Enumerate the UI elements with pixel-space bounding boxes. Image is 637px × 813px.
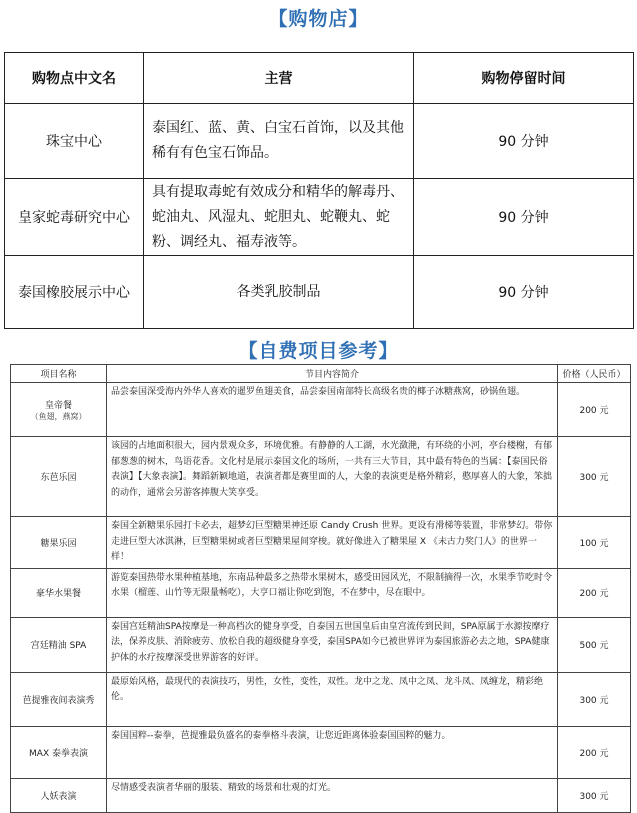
fee-name: 豪华水果餐 bbox=[11, 568, 107, 617]
fee-name: 皇帝餐 bbox=[44, 400, 72, 411]
fee-header-row bbox=[11, 365, 631, 383]
fee-price: 500 元 bbox=[558, 617, 631, 672]
fee-name-cell bbox=[11, 383, 107, 437]
shop-main: 具有提取毒蛇有效成分和精华的解毒丹、蛇油丸、风湿丸、蛇胆丸、蛇鞭丸、蛇粉、调经丸、福寿液等。 bbox=[144, 179, 414, 256]
table-row bbox=[11, 672, 631, 726]
fee-name: 糖果乐园 bbox=[11, 517, 107, 569]
shop-main: 各类乳胶制品 bbox=[144, 256, 414, 329]
table-row bbox=[5, 179, 634, 256]
shop-time: 90 分钟 bbox=[414, 256, 634, 329]
fee-price: 200 元 bbox=[558, 726, 631, 778]
fee-name: 人妖表演 bbox=[11, 778, 107, 812]
fee-price: 300 元 bbox=[558, 778, 631, 812]
fee-desc: 品尝泰国深受海内外华人喜欢的暹罗鱼翅美食，品尝泰国南部特长高级名贵的椰子冰糖燕窝，砂锅鱼翅。 bbox=[107, 383, 558, 437]
table-row bbox=[11, 726, 631, 778]
table-row bbox=[5, 104, 634, 179]
table-row bbox=[11, 517, 631, 569]
fee-name: 芭提雅夜间表演秀 bbox=[11, 672, 107, 726]
shop-name: 皇家蛇毒研究中心 bbox=[5, 179, 144, 256]
fee-desc: 游览泰国热带水果种植基地，东南品种最多之热带水果树木，感受田园风光，不限制摘得一次，水果季节吃时令水果（榴莲、山竹等无限量畅吃），大亨口福让你吃到饱，不在梦中，尽在眼中。 bbox=[107, 568, 558, 617]
shop-section-title: 【购物店】 bbox=[268, 8, 369, 30]
shop-header-name: 购物点中文名 bbox=[5, 53, 144, 104]
table-row bbox=[5, 256, 634, 329]
shop-time: 90 分钟 bbox=[414, 179, 634, 256]
fee-price: 200 元 bbox=[558, 383, 631, 437]
fee-table bbox=[10, 364, 631, 813]
fee-price: 300 元 bbox=[558, 437, 631, 517]
shop-name: 珠宝中心 bbox=[5, 104, 144, 179]
fee-desc: 最原始风格，最现代的表演技巧，男性，女性，变性，双性。龙中之龙、凤中之凤、龙斗凤、凤缠龙，精彩绝伦。 bbox=[107, 672, 558, 726]
shop-main: 泰国红、蓝、黄、白宝石首饰，以及其他稀有有色宝石饰品。 bbox=[144, 104, 414, 179]
shop-header-row bbox=[5, 53, 634, 104]
table-row bbox=[11, 437, 631, 517]
fee-price: 300 元 bbox=[558, 672, 631, 726]
fee-desc: 泰国全新糖果乐园打卡必去，超梦幻巨型糖果神还原 Candy Crush 世界。更设有滑梯等装置，非常梦幻。带你走进巨型大冰淇淋，巨型糖果树或者巨型糖果屋间穿梭。就好像进入了糖果屋 X 《未古力奖门人》的世界一样！ bbox=[107, 517, 558, 569]
shop-name: 泰国橡胶展示中心 bbox=[5, 256, 144, 329]
fee-name-sub: （鱼翅，燕窝） bbox=[30, 411, 87, 421]
fee-header-desc: 节目内容简介 bbox=[107, 365, 558, 383]
shop-header-time: 购物停留时间 bbox=[414, 53, 634, 104]
fee-header-name: 项目名称 bbox=[11, 365, 107, 383]
table-row bbox=[11, 568, 631, 617]
fee-desc: 该园的占地面积很大，园内景观众多，环境优雅。有静静的人工湖，水光潋滟，有环绕的小河，亭台楼榭，有郁郁葱葱的树木，鸟语花香。文化村是展示泰国文化的场所，一共有三大节目，其中最有特色的当属：【泰国民俗表演】【大象表演】。舞蹈新颖地道，表演者都是赛里面的人，大象的表演更是格外精彩，憨厚喜人的大象，笨拙的动作，通常会另游客捧腹大笑享受。 bbox=[107, 437, 558, 517]
fee-desc: 尽情感受表演者华丽的服装、精致的场景和壮观的灯光。 bbox=[107, 778, 558, 812]
table-row bbox=[11, 617, 631, 672]
fee-desc: 泰国国粹--泰拳，芭提雅最负盛名的泰拳格斗表演，让您近距离体验泰国国粹的魅力。 bbox=[107, 726, 558, 778]
fee-name: MAX 泰拳表演 bbox=[11, 726, 107, 778]
fee-name: 东芭乐园 bbox=[11, 437, 107, 517]
table-row bbox=[11, 778, 631, 812]
shop-time: 90 分钟 bbox=[414, 104, 634, 179]
fee-section-title: 【自费项目参考】 bbox=[238, 340, 399, 362]
fee-desc: 泰国宫廷精油SPA按摩是一种高档次的健身享受，自泰国五世国皇后由皇宫流传到民间，SPA原属于水源按摩疗法，保养皮肤、消除疲劳、放松自我的超级健身享受，泰国SPA如今已被世界评为泰国旅游必去之地，SPA健康护体的水疗按摩深受世界游客的好评。 bbox=[107, 617, 558, 672]
fee-name: 宫廷精油 SPA bbox=[11, 617, 107, 672]
shop-table bbox=[4, 52, 634, 329]
fee-header-price: 价格（人民币） bbox=[558, 365, 631, 383]
table-row bbox=[11, 383, 631, 437]
shop-header-main: 主营 bbox=[144, 53, 414, 104]
fee-price: 100 元 bbox=[558, 517, 631, 569]
fee-price: 200 元 bbox=[558, 568, 631, 617]
